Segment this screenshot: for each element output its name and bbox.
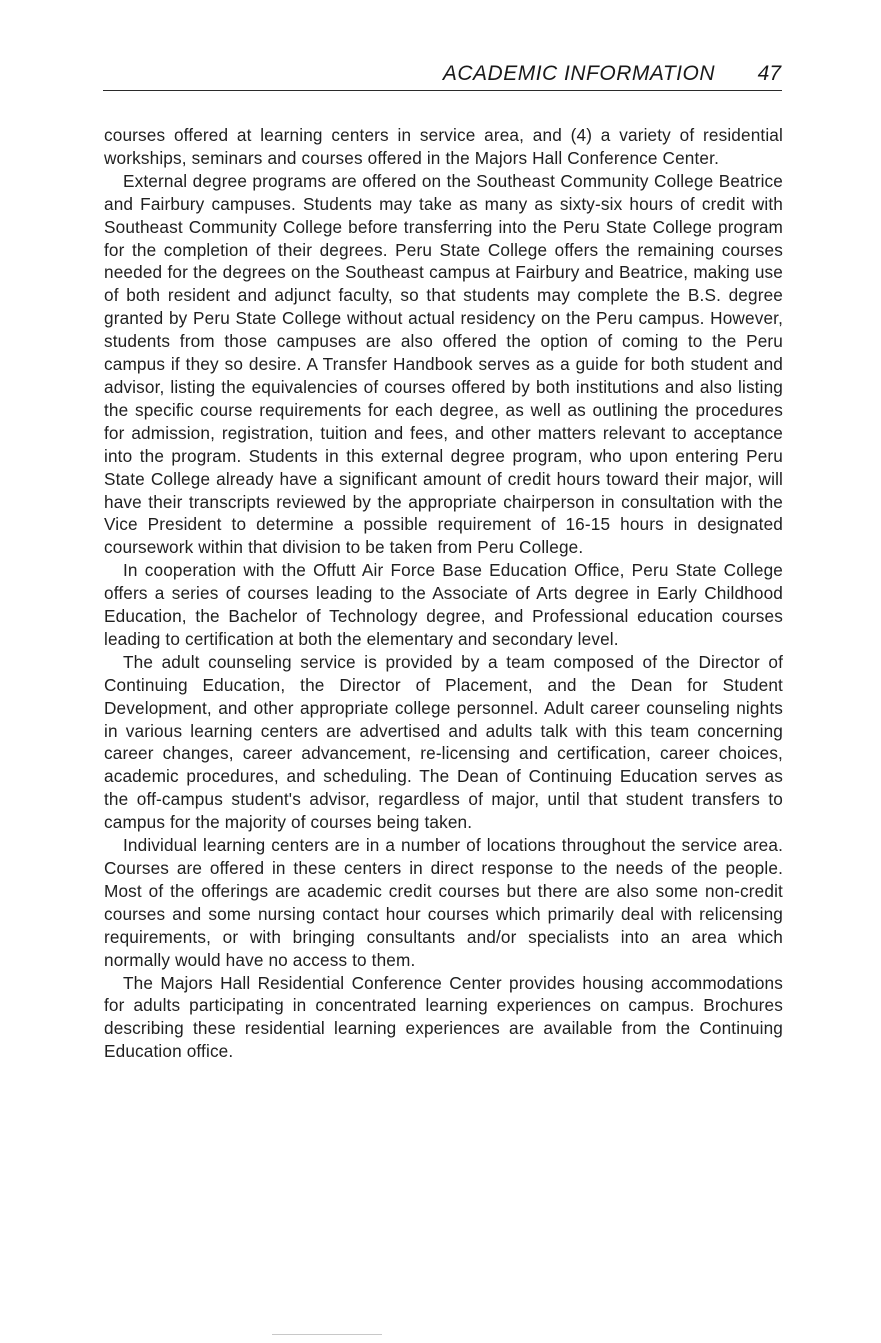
paragraph-external-degree: External degree programs are offered on the Southeast Community College Beatrice and Fairbury campuses. Students may take as many as sixty-six hours of credit with Southeast Community College before transferring into the Peru State College program for the completion of their degrees. Peru State College offers the remaining courses needed for the degrees on the Southeast campus at Fairbury and Beatrice, making use of both resident and adjunct faculty, so that students may complete the B.S. degree granted by Peru State College without actual residency on the Peru campus. However, students from those campuses are also offered the option of coming to the Peru campus if they so desire. A Transfer Handbook serves as a guide for both student and advisor, listing the equivalencies of courses offered by both institutions and also listing the specific course requirements for each degree, as well as outlining the procedures for admission, registration, tuition and fees, and other matters relevant to acceptance into the program. Students in this external degree program, who upon entering Peru State College already have a significant amount of credit hours toward their major, will have their transcripts reviewed by the appropriate chairperson in consultation with the Vice President to determine a possible requirement of 16-15 hours in designated coursework within that division to be taken from Peru College. (104, 170, 783, 558)
paragraph-learning-centers: Individual learning centers are in a number of locations throughout the service area. Courses are offered in these centers in direct response to the needs of the people. Most of the offerings are academic credit courses but there are also some non-credit courses and some nursing contact hour courses which primarily deal with relicensing requirements, or with bringing consultants and/or specialists into an area which normally would have no access to them. (104, 835, 783, 970)
header-rule (103, 90, 782, 91)
paragraph-majors-hall: The Majors Hall Residential Conference Center provides housing accommodations for adults participating in concentrated learning experiences on campus. Brochures describing these residential learning experiences are available from the Continuing Education office. (104, 972, 783, 1062)
body-text (104, 124, 783, 1063)
paragraph-continuation: courses offered at learning centers in service area, and (4) a variety of residential workships, seminars and courses offered in the Majors Hall Conference Center. (104, 125, 783, 168)
section-title: ACADEMIC INFORMATION (442, 62, 715, 85)
paragraph-adult-counseling: The adult counseling service is provided by a team composed of the Director of Continuing Education, the Director of Placement, and the Dean for Student Development, and other appropriate college personnel. Adult career counseling nights in various learning centers are advertised and adults talk with this team concerning career changes, career advancement, re-licensing and certification, career choices, academic procedures, and scheduling. The Dean of Continuing Education serves as the off-campus student's advisor, regardless of major, until that student transfers to campus for the majority of courses being taken. (104, 651, 783, 833)
paragraph-offutt: In cooperation with the Offutt Air Force Base Education Office, Peru State College offers a series of courses leading to the Associate of Arts degree in Early Childhood Education, the Bachelor of Technology degree, and Professional education courses leading to certification at both the elementary and secondary level. (104, 560, 783, 649)
running-header (103, 62, 783, 90)
bottom-scan-mark (272, 1334, 382, 1335)
page-number: 47 (757, 62, 781, 85)
